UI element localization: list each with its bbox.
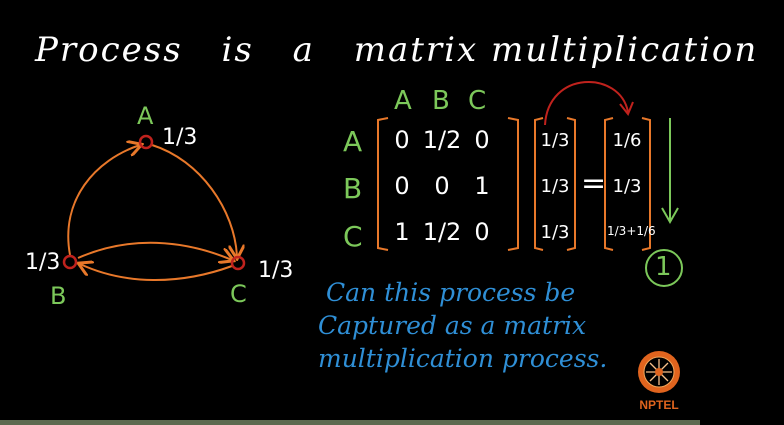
node-a (140, 136, 152, 148)
matrix-cell: 0 (434, 172, 450, 200)
vector-in-cell: 1/3 (540, 130, 570, 151)
node-b-label: B (50, 282, 67, 310)
node-a-label: A (137, 102, 154, 130)
matrix-right-bracket (508, 118, 518, 250)
title-word: is (221, 30, 254, 70)
title-word: a (292, 30, 315, 70)
callout-number: 1 (655, 252, 672, 282)
matrix-col-label: B (432, 86, 450, 116)
node-c-label: C (230, 280, 247, 308)
node-b-value: 1/3 (25, 250, 61, 275)
matrix-col-label: A (394, 86, 412, 116)
node-c-value: 1/3 (258, 258, 294, 283)
question-text (318, 276, 607, 375)
edge-b-to-c (78, 243, 232, 260)
vector-out-cell: 1/3 (612, 176, 642, 197)
matrix-cell: 0 (394, 126, 410, 154)
bottom-bar (0, 420, 700, 425)
matrix-cell: 0 (474, 218, 490, 246)
edge-c-to-b (80, 264, 232, 280)
logo-text: NPTEL (639, 398, 679, 412)
transfer-arrow (545, 82, 628, 125)
matrix-row-label: B (343, 172, 363, 205)
matrix-cell: 1/2 (422, 218, 462, 246)
matrix-cell: 1 (474, 172, 490, 200)
matrix-col-label: C (468, 86, 487, 116)
matrix-cell: 1 (394, 218, 410, 246)
title-word: matrix multiplication (353, 30, 759, 70)
node-b (64, 256, 76, 268)
question-line: Captured as a matrix (318, 311, 587, 340)
question-line: Can this process be (326, 278, 576, 307)
vector-out-cell: 1/3+1/6 (607, 224, 656, 238)
edge-a-to-c (152, 145, 237, 257)
matrix-row-label: A (343, 125, 363, 158)
matrix-cell: 0 (394, 172, 410, 200)
node-a-value: 1/3 (162, 125, 198, 150)
matrix-row-label: C (343, 220, 363, 253)
vector-in-cell: 1/3 (540, 222, 570, 243)
title-word: Process (35, 30, 183, 70)
matrix-cell: 0 (474, 126, 490, 154)
edge-b-to-a (68, 145, 140, 255)
question-line: multiplication process. (318, 344, 608, 373)
vector-in-cell: 1/3 (540, 176, 570, 197)
vector-out-cell: 1/6 (612, 130, 642, 151)
equals-sign: = (581, 166, 607, 201)
node-c (232, 257, 244, 269)
matrix-cell: 1/2 (422, 126, 462, 154)
